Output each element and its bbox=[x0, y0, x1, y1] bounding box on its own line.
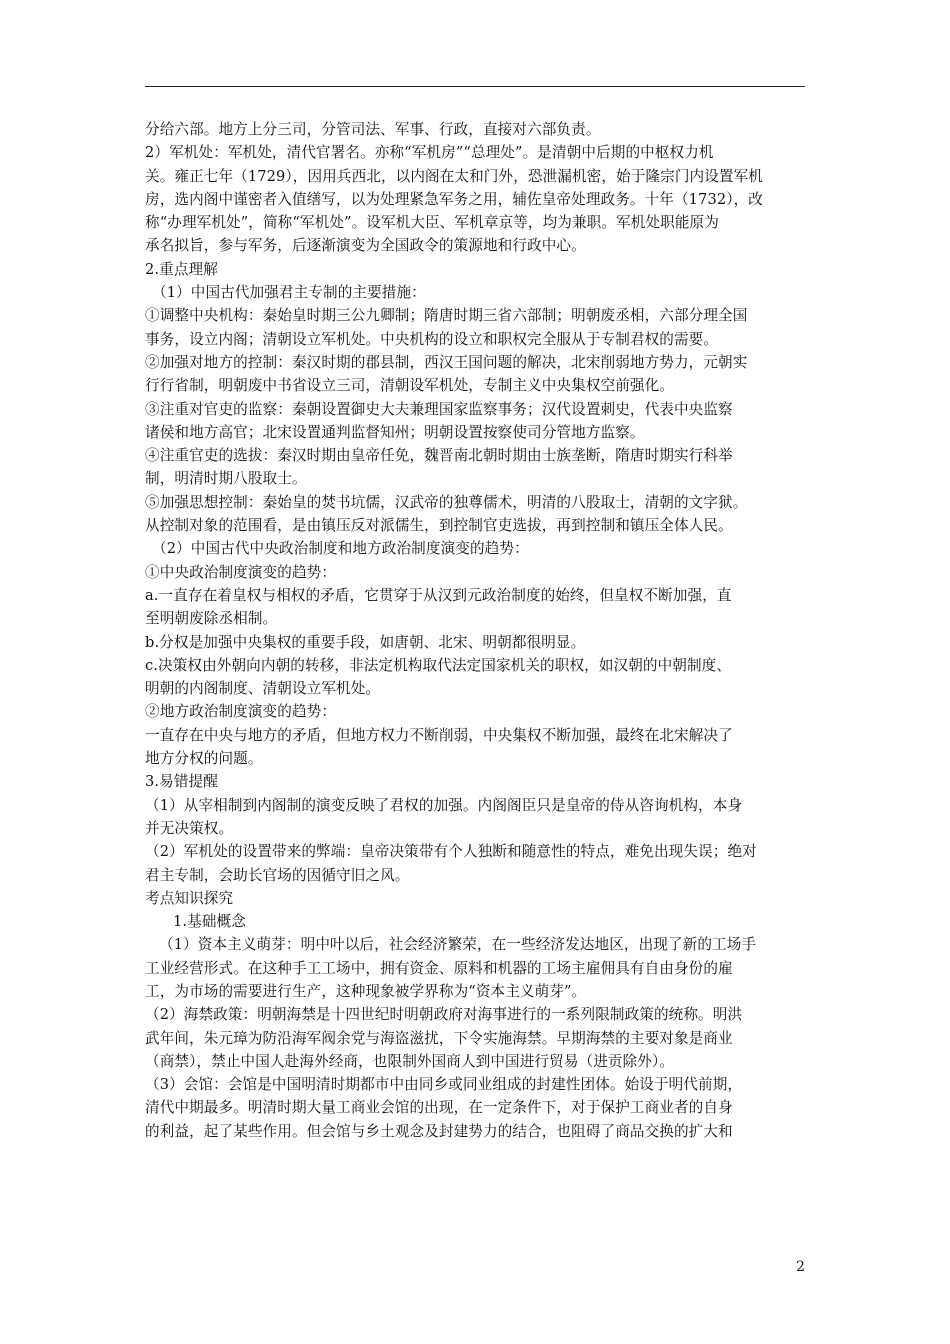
section-heading: 3.易错提醒 bbox=[145, 773, 218, 791]
text-line: 地方分权的问题。 bbox=[145, 750, 263, 768]
text-line: ②加强对地方的控制：秦汉时期的郡县制，西汉王国问题的解决，北宋削弱地方势力，元朝实 bbox=[145, 353, 748, 371]
body-text bbox=[145, 118, 805, 1143]
text-line: 君主专制，会助长官场的因循守旧之风。 bbox=[145, 866, 410, 884]
text-line: （2）中国古代中央政治制度和地方政治制度演变的趋势： bbox=[152, 540, 529, 558]
text-line: 事务，设立内阁；清朝设立军机处。中央机构的设立和职权完全服从于专制君权的需要。 bbox=[145, 330, 719, 348]
text-line: （1）中国古代加强君主专制的主要措施： bbox=[152, 284, 426, 302]
text-line: 房，选内阁中谨密者入值缮写，以为处理紧急军务之用，辅佐皇帝处理政务。十年（1732），改 bbox=[145, 190, 763, 208]
text-line: 一直存在中央与地方的矛盾，但地方权力不断削弱，中央集权不断加强，最终在北宋解决了 bbox=[145, 726, 733, 744]
header-rule bbox=[145, 86, 805, 87]
text-line: 至明朝废除丞相制。 bbox=[145, 610, 278, 628]
text-line: 制，明清时期八股取士。 bbox=[145, 470, 307, 488]
text-line: 从控制对象的范围看，是由镇压反对派儒生，到控制官吏选拔，再到控制和镇压全体人民。 bbox=[145, 517, 733, 535]
text-line: （商禁），禁止中国人赴海外经商，也限制外国商人到中国进行贸易（进贡除外）。 bbox=[145, 1052, 675, 1070]
text-line: 行行省制，明朝废中书省设立三司，清朝设军机处，专制主义中央集权空前强化。 bbox=[145, 377, 674, 395]
text-line: a.一直存在着皇权与相权的矛盾，它贯穿于从汉到元政治制度的始终，但皇权不断加强，直 bbox=[145, 586, 732, 604]
text-line: 清代中期最多。明清时期大量工商业会馆的出现，在一定条件下，对于保护工商业者的自身 bbox=[145, 1099, 733, 1117]
text-line: 明朝的内阁制度、清朝设立军机处。 bbox=[145, 680, 381, 698]
text-line: ①中央政治制度演变的趋势： bbox=[145, 563, 337, 581]
text-line: 诸侯和地方高官；北宋设置通判监督知州；明朝设置按察使司分管地方监察。 bbox=[145, 423, 645, 441]
text-line: b.分权是加强中央集权的重要手段，如唐朝、北宋、明朝都很明显。 bbox=[145, 633, 586, 651]
text-line: 工，为市场的需要进行生产，这种现象被学界称为“资本主义萌芽”。 bbox=[145, 982, 587, 1000]
text-line: 关。雍正七年（1729），因用兵西北，以内阁在太和门外，恐泄漏机密，始于隆宗门内设置军机 bbox=[145, 167, 763, 185]
text-line: ①调整中央机构：秦始皇时期三公九卿制；隋唐时期三省六部制；明朝废丞相，六部分理全国 bbox=[145, 307, 748, 325]
text-line: （1）资本主义萌芽：明中叶以后，社会经济繁荣，在一些经济发达地区，出现了新的工场手 bbox=[159, 936, 757, 954]
text-line: 称“办理军机处”，简称“军机处”。设军机大臣、军机章京等，均为兼职。军机处职能原为 bbox=[145, 214, 719, 232]
text-line: 武年间，朱元璋为防沿海军阀余党与海盗滋扰，下令实施海禁。早期海禁的主要对象是商业 bbox=[145, 1029, 733, 1047]
text-line: 承名拟旨，参与军务，后逐渐演变为全国政令的策源地和行政中心。 bbox=[145, 237, 586, 255]
text-line: ②地方政治制度演变的趋势： bbox=[145, 703, 337, 721]
text-line: 工业经营形式。在这种手工工场中，拥有资金、原料和机器的工场主雇佣具有自由身份的雇 bbox=[145, 959, 733, 977]
text-line: 的利益，起了某些作用。但会馆与乡土观念及封建势力的结合，也阻碍了商品交换的扩大和 bbox=[145, 1122, 733, 1140]
text-line: ③注重对官吏的监察：秦朝设置御史大夫兼理国家监察事务；汉代设置刺史，代表中央监察 bbox=[145, 400, 733, 418]
subsection-heading: 1.基础概念 bbox=[173, 913, 246, 931]
page-number: 2 bbox=[796, 1259, 805, 1275]
text-line: 分给六部。地方上分三司，分管司法、军事、行政，直接对六部负责。 bbox=[145, 121, 601, 138]
text-line: （3）会馆：会馆是中国明清时期都市中由同乡或同业组成的封建性团体。始设于明代前期， bbox=[145, 1076, 743, 1094]
section-heading: 2.重点理解 bbox=[145, 260, 218, 278]
section-heading: 考点知识探究 bbox=[145, 889, 234, 907]
text-line: ⑤加强思想控制：秦始皇的焚书坑儒，汉武帝的独尊儒术，明清的八股取士，清朝的文字狱。 bbox=[145, 493, 748, 511]
text-line: （2）军机处的设置带来的弊端：皇帝决策带有个人独断和随意性的特点，难免出现失误；绝对 bbox=[145, 843, 757, 861]
text-line: 并无决策权。 bbox=[145, 819, 234, 837]
text-line: ④注重官吏的选拔：秦汉时期由皇帝任免，魏晋南北朝时期由士族垄断，隋唐时期实行科举 bbox=[145, 447, 733, 465]
text-line: 2）军机处：军机处，清代官署名。亦称“军机房”“总理处”。是清朝中后期的中枢权力机 bbox=[145, 144, 714, 162]
text-line: （2）海禁政策：明朝海禁是十四世纪时明朝政府对海事进行的一系列限制政策的统称。明洪 bbox=[145, 1006, 743, 1024]
text-line: c.决策权由外朝向内朝的转移，非法定机构取代法定国家机关的职权，如汉朝的中朝制度、 bbox=[145, 656, 732, 674]
text-line: （1）从宰相制到内阁制的演变反映了君权的加强。内阁阁臣只是皇帝的侍从咨询机构，本身 bbox=[145, 796, 743, 814]
